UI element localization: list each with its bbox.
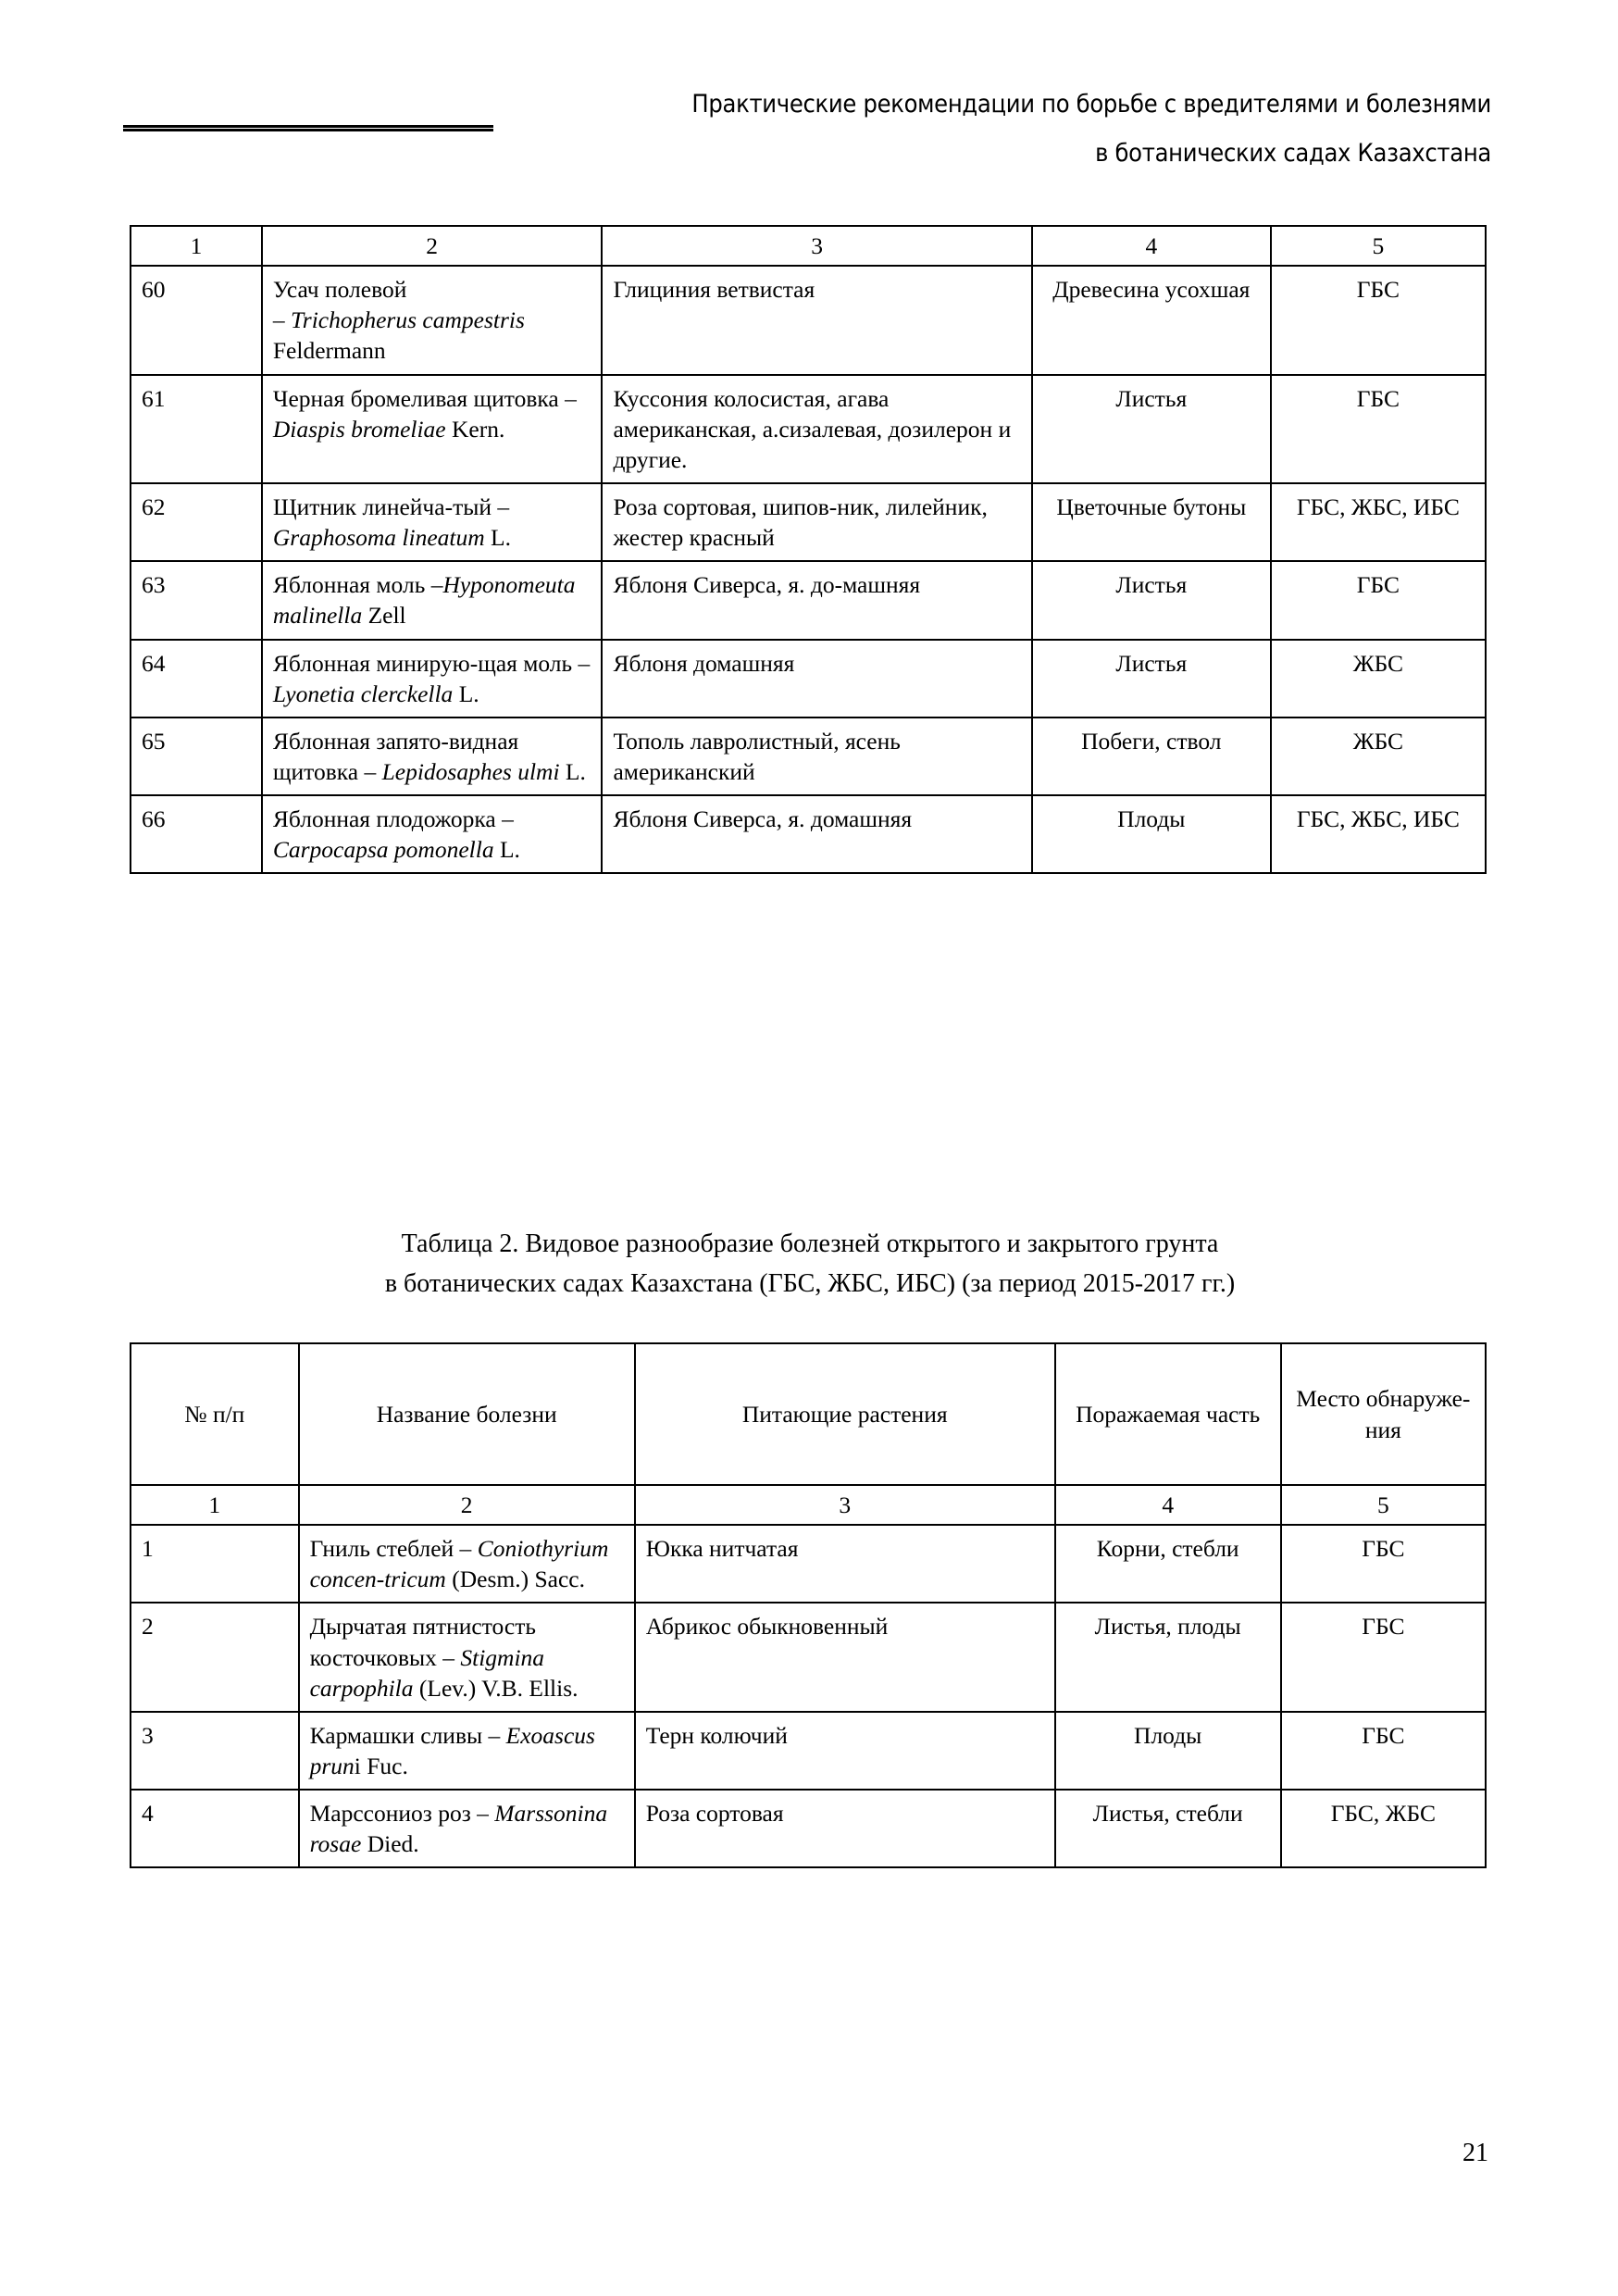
- host-plants: Терн колючий: [635, 1712, 1055, 1790]
- pest-name-plain: Яблонная моль –: [272, 571, 443, 599]
- disease-name-author: (Desm.) Sacc.: [445, 1566, 585, 1593]
- row-number: 65: [131, 718, 262, 795]
- pest-name: [262, 561, 603, 639]
- pest-name-plain: Яблонная запято-видная щитовка –: [272, 727, 519, 785]
- table-row: [131, 266, 1486, 374]
- col-number-3: 3: [602, 226, 1031, 266]
- location: ГБС: [1271, 375, 1486, 483]
- table-row: [131, 718, 1486, 795]
- host-plants: Тополь лавролистный, ясень американский: [602, 718, 1031, 795]
- pest-name-plain: Яблонная плодожорка –: [272, 805, 514, 833]
- disease-name: [299, 1603, 635, 1711]
- pest-name-author: Zell: [362, 602, 406, 630]
- host-plants: Глициния ветвистая: [602, 266, 1031, 374]
- pest-name-latin: Hyponomeuta malinella: [272, 571, 576, 630]
- pest-name: [262, 375, 603, 483]
- disease-name-plain: Марссониоз роз –: [309, 1800, 495, 1828]
- row-number: 4: [131, 1790, 299, 1867]
- host-plants: Яблоня Сиверса, я. до-машняя: [602, 561, 1031, 639]
- host-plants: Абрикос обыкновенный: [635, 1603, 1055, 1711]
- pest-name: [262, 795, 603, 873]
- disease-name-plain: Кармашки сливы –: [309, 1721, 506, 1749]
- header-title: [566, 80, 1491, 178]
- disease-name: [299, 1525, 635, 1603]
- diseases-table: [130, 1342, 1487, 1868]
- location: ГБС, ЖБС, ИБС: [1271, 483, 1486, 561]
- pest-name-author: Kern.: [445, 415, 505, 443]
- row-number: 60: [131, 266, 262, 374]
- disease-name-latin: Coniothyrium concen-tricum: [309, 1535, 609, 1593]
- affected-part: Листья: [1032, 561, 1271, 639]
- table-row: [131, 1525, 1486, 1603]
- header-cell-number: № п/п: [131, 1343, 299, 1485]
- pest-name-latin: Carpocapsa pomonella: [272, 836, 494, 864]
- col-number-2: 2: [299, 1485, 635, 1525]
- pest-name-latin: Lyonetia clerckella: [272, 680, 454, 707]
- pests-table: [130, 225, 1487, 874]
- host-plants: Яблоня домашняя: [602, 640, 1031, 718]
- host-plants: Яблоня Сиверса, я. домашняя: [602, 795, 1031, 873]
- affected-part: Цветочные бутоны: [1032, 483, 1271, 561]
- disease-name-latin: Marssonina rosae: [309, 1800, 608, 1858]
- pest-name-plain: Щитник линейча-тый –: [272, 493, 510, 520]
- location: ЖБС: [1271, 640, 1486, 718]
- col-number-2: 2: [262, 226, 603, 266]
- row-number: 61: [131, 375, 262, 483]
- header-cell-affected-part: Поражаемая часть: [1055, 1343, 1281, 1485]
- pest-name-latin: Lepidosaphes ulmi: [381, 757, 560, 785]
- affected-part: Побеги, ствол: [1032, 718, 1271, 795]
- location: ГБС: [1281, 1603, 1486, 1711]
- pest-name: [262, 640, 603, 718]
- affected-part: Листья: [1032, 375, 1271, 483]
- pests-table-wrapper: [130, 225, 1487, 874]
- table-header-row: [131, 1343, 1486, 1485]
- table-row: [131, 795, 1486, 873]
- location: ГБС, ЖБС: [1281, 1790, 1486, 1867]
- pest-name-author: L.: [559, 757, 586, 785]
- table-row-column-numbers: [131, 226, 1486, 266]
- disease-name-plain: Гниль стеблей –: [309, 1535, 478, 1563]
- row-number: 64: [131, 640, 262, 718]
- col-number-1: 1: [131, 1485, 299, 1525]
- host-plants: Роза сортовая, шипов-ник, лилейник, жестер красный: [602, 483, 1031, 561]
- header-cell-host-plants: Питающие растения: [635, 1343, 1055, 1485]
- row-number: 2: [131, 1603, 299, 1711]
- table-row: [131, 483, 1486, 561]
- host-plants: Юкка нитчатая: [635, 1525, 1055, 1603]
- pest-name-author: Feldermann: [272, 337, 386, 365]
- header-cell-location: Место обнаруже-ния: [1281, 1343, 1486, 1485]
- disease-name-plain: Дырчатая пятнистость косточковых –: [309, 1613, 536, 1671]
- table-row: [131, 1790, 1486, 1867]
- page-number: 21: [1462, 2139, 1488, 2167]
- row-number: 62: [131, 483, 262, 561]
- affected-part: Плоды: [1032, 795, 1271, 873]
- pest-name-plain: Яблонная минирую-щая моль –: [272, 649, 591, 677]
- table-row-column-numbers: [131, 1485, 1486, 1525]
- pest-name-plain: Черная бромеливая щитовка –: [272, 384, 577, 412]
- pest-name-author: L.: [453, 680, 479, 707]
- header-title-line-2: в ботанических садах Казахстана: [1095, 139, 1491, 168]
- disease-name-author: (Lev.) V.B. Ellis.: [413, 1674, 579, 1702]
- col-number-1: 1: [131, 226, 262, 266]
- location: ГБС: [1281, 1525, 1486, 1603]
- pest-name: [262, 483, 603, 561]
- table-2-caption-line-2: в ботанических садах Казахстана (ГБС, ЖБС, ИБС) (за период 2015-2017 гг.): [384, 1269, 1236, 1298]
- header-rule: [123, 125, 493, 131]
- disease-name-author: Died.: [361, 1830, 419, 1858]
- pest-name: [262, 266, 603, 374]
- diseases-table-wrapper: [130, 1342, 1487, 1868]
- disease-name: [299, 1790, 635, 1867]
- affected-part: Листья: [1032, 640, 1271, 718]
- location: ЖБС: [1271, 718, 1486, 795]
- page-header: [0, 80, 1618, 191]
- table-row: [131, 561, 1486, 639]
- location: ГБС, ЖБС, ИБС: [1271, 795, 1486, 873]
- pest-name-latin: Trichopherus campestris: [291, 306, 525, 334]
- host-plants: Куссония колосистая, агава американская, а.сизалевая, дозилерон и другие.: [602, 375, 1031, 483]
- pest-name-author: L.: [493, 836, 520, 864]
- col-number-5: 5: [1281, 1485, 1486, 1525]
- row-number: 66: [131, 795, 262, 873]
- table-row: [131, 640, 1486, 718]
- affected-part: Листья, стебли: [1055, 1790, 1281, 1867]
- disease-name-latin: Exoascus prun: [309, 1721, 595, 1779]
- row-number: 3: [131, 1712, 299, 1790]
- pest-name-latin: Diaspis bromeliae: [272, 415, 446, 443]
- header-cell-disease-name: Название болезни: [299, 1343, 635, 1485]
- disease-name: [299, 1712, 635, 1790]
- header-title-line-1: Практические рекомендации по борьбе с вредителями и болезнями: [691, 90, 1491, 119]
- pest-name-author: L.: [484, 524, 511, 552]
- table-row: [131, 1603, 1486, 1711]
- disease-name-latin: Stigmina carpophila: [309, 1643, 545, 1702]
- affected-part: Корни, стебли: [1055, 1525, 1281, 1603]
- table-2-caption: [130, 1224, 1490, 1304]
- host-plants: Роза сортовая: [635, 1790, 1055, 1867]
- pest-name-dash: –: [272, 306, 291, 334]
- table-row: [131, 1712, 1486, 1790]
- col-number-4: 4: [1032, 226, 1271, 266]
- location: ГБС: [1271, 266, 1486, 374]
- pest-name-plain: Усач полевой: [272, 276, 407, 304]
- location: ГБС: [1271, 561, 1486, 639]
- location: ГБС: [1281, 1712, 1486, 1790]
- col-number-3: 3: [635, 1485, 1055, 1525]
- affected-part: Листья, плоды: [1055, 1603, 1281, 1711]
- table-2-caption-line-1: Таблица 2. Видовое разнообразие болезней открытого и закрытого грунта: [401, 1229, 1219, 1258]
- col-number-5: 5: [1271, 226, 1486, 266]
- row-number: 1: [131, 1525, 299, 1603]
- col-number-4: 4: [1055, 1485, 1281, 1525]
- affected-part: Плоды: [1055, 1712, 1281, 1790]
- pest-name: [262, 718, 603, 795]
- disease-name-author: i Fuc.: [354, 1752, 408, 1779]
- row-number: 63: [131, 561, 262, 639]
- pest-name-latin: Graphosoma lineatum: [272, 524, 485, 552]
- table-row: [131, 375, 1486, 483]
- affected-part: Древесина усохшая: [1032, 266, 1271, 374]
